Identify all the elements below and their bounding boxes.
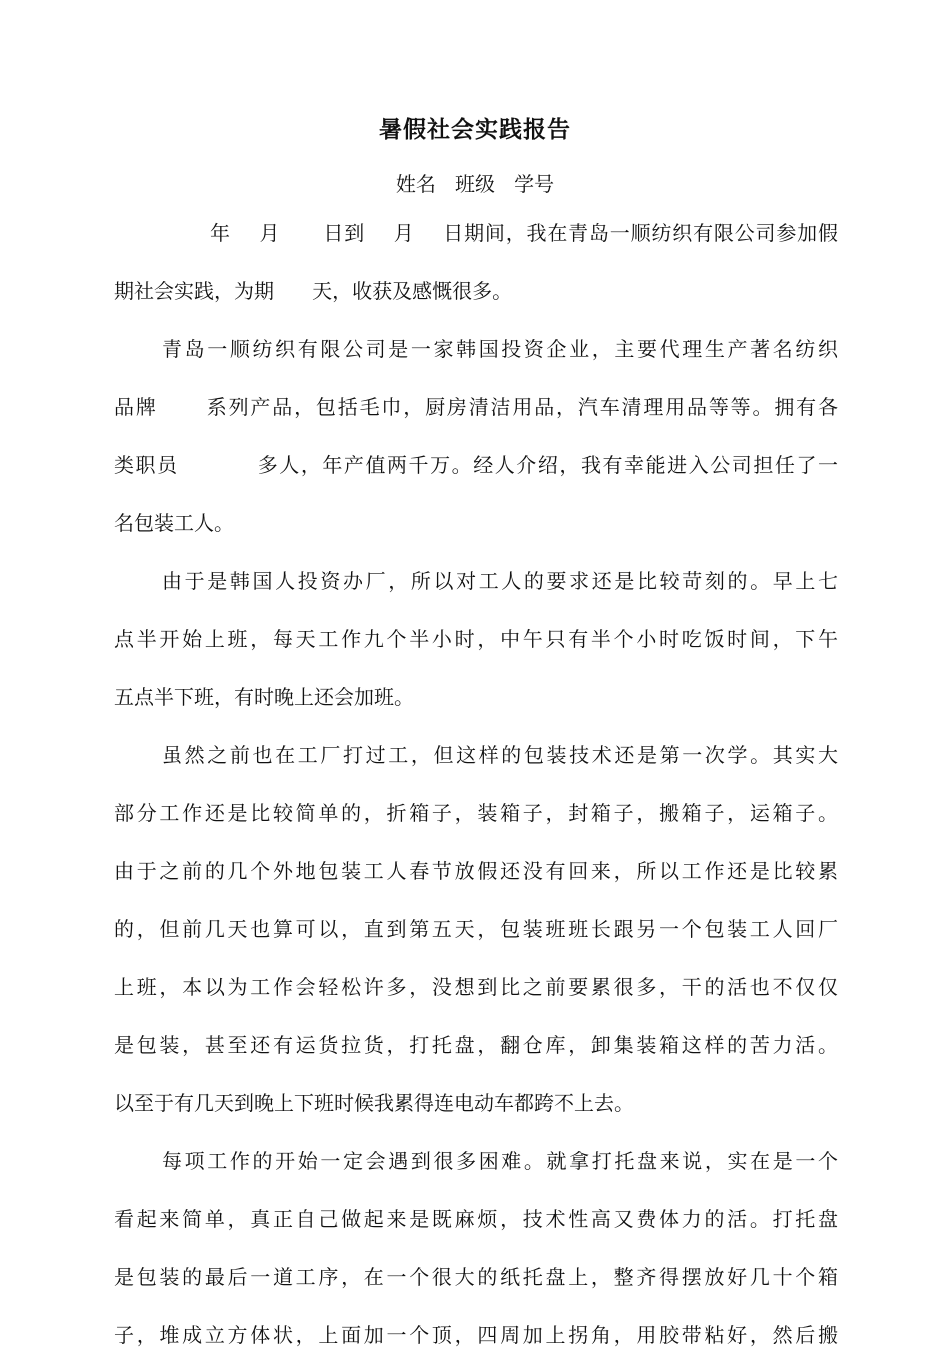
line-spacing xyxy=(114,828,838,856)
paragraph-line: 年 月 日到 月 日期间，我在青岛一顺纺织有限公司参加假 xyxy=(210,221,838,245)
line-spacing xyxy=(114,1118,838,1146)
line-spacing xyxy=(114,596,838,624)
line-spacing xyxy=(114,654,838,682)
paragraph-line: 虽然之前也在工厂打过工，但这样的包装技术还是第一次学。其实大 xyxy=(162,743,838,767)
paragraph-line: 青岛一顺纺织有限公司是一家韩国投资企业，主要代理生产著名纺织 xyxy=(162,337,838,361)
paragraph-line: 每项工作的开始一定会遇到很多困难。就拿打托盘来说，实在是一个 xyxy=(162,1149,838,1173)
paragraph-line: 的，但前几天也算可以，直到第五天，包装班班长跟另一个包装工人回厂 xyxy=(114,917,838,941)
paragraph-line: 部分工作还是比较简单的，折箱子，装箱子，封箱子，搬箱子，运箱子。 xyxy=(114,801,838,825)
line-spacing xyxy=(114,306,838,334)
line-spacing xyxy=(114,538,838,566)
paragraph-line: 是包装，甚至还有运货拉货，打托盘，翻仓库，卸集装箱这样的苦力活。 xyxy=(114,1033,838,1057)
paragraph-line: 点半开始上班，每天工作九个半小时，中午只有半个小时吃饭时间，下午 xyxy=(114,627,838,651)
paragraph-line: 上班，本以为工作会轻松许多，没想到比之前要累很多，干的活也不仅仅 xyxy=(114,975,838,999)
student-info-line: 姓名 班级 学号 xyxy=(395,172,555,196)
paragraph-line: 是包装的最后一道工序，在一个很大的纸托盘上，整齐得摆放好几十个箱 xyxy=(114,1265,838,1289)
line-spacing xyxy=(114,886,838,914)
document-title: 暑假社会实践报告 xyxy=(379,117,571,143)
paragraph-line: 品牌 系列产品，包括毛巾，厨房清洁用品，汽车清理用品等等。拥有各 xyxy=(114,395,838,419)
paragraph-line: 由于是韩国人投资办厂，所以对工人的要求还是比较苛刻的。早上七 xyxy=(162,569,838,593)
line-spacing xyxy=(114,712,838,740)
paragraph-line: 五点半下班，有时晚上还会加班。 xyxy=(114,685,414,709)
line-spacing xyxy=(114,1234,838,1262)
line-spacing xyxy=(114,248,838,276)
paragraph-line: 以至于有几天到晚上下班时候我累得连电动车都跨不上去。 xyxy=(114,1091,634,1115)
line-spacing xyxy=(114,1060,838,1088)
paragraph-line: 由于之前的几个外地包装工人春节放假还没有回来，所以工作还是比较累 xyxy=(114,859,838,883)
line-spacing xyxy=(114,944,838,972)
document-body xyxy=(114,218,838,1350)
paragraph-line: 看起来简单，真正自己做起来是既麻烦，技术性高又费体力的活。打托盘 xyxy=(114,1207,838,1231)
line-spacing xyxy=(114,1292,838,1320)
paragraph-line: 类职员 多人，年产值两千万。经人介绍，我有幸能进入公司担任了一 xyxy=(114,453,838,477)
line-spacing xyxy=(114,422,838,450)
line-spacing xyxy=(114,480,838,508)
paragraph-line: 期社会实践，为期 天，收获及感慨很多。 xyxy=(114,279,513,303)
line-spacing xyxy=(114,1176,838,1204)
line-spacing xyxy=(114,1002,838,1030)
line-spacing xyxy=(114,770,838,798)
line-spacing xyxy=(114,364,838,392)
paragraph-line: 子，堆成立方体状，上面加一个顶，四周加上拐角，用胶带粘好，然后搬 xyxy=(114,1323,838,1347)
paragraph-line: 名包装工人。 xyxy=(114,511,234,535)
